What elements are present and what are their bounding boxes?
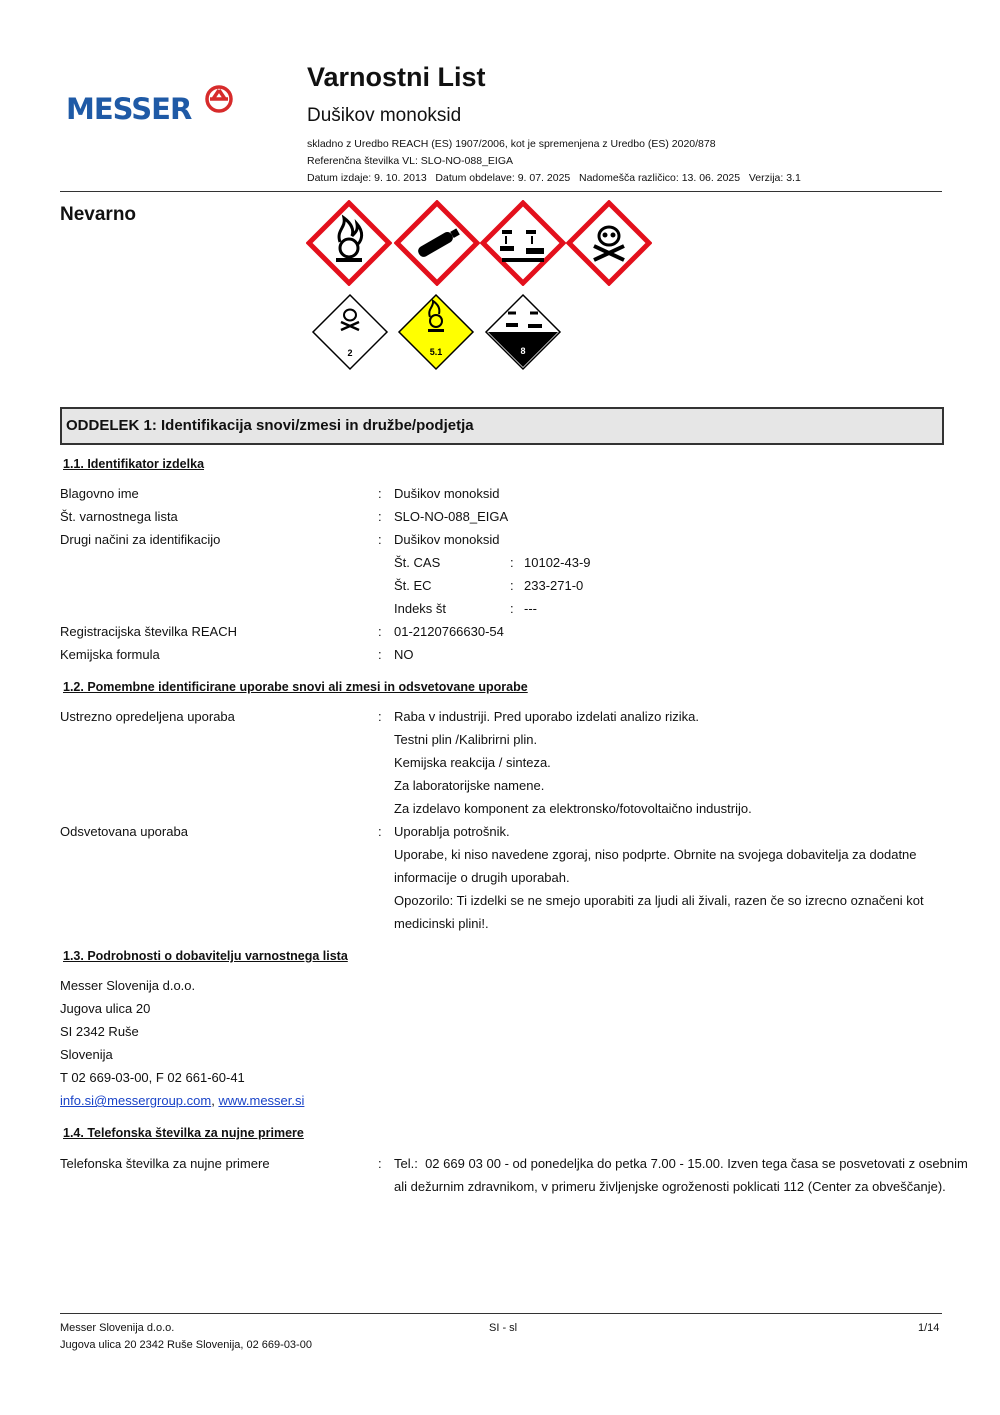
use-line: Za izdelavo komponent za elektronsko/fotovoltaično industrijo. bbox=[394, 801, 752, 816]
date-version-info: Datum izdaje: 9. 10. 2013 Datum obdelave: 9. 07. 2025 Nadomešča različico: 13. 06. 2025 Verzija: 3.1 bbox=[307, 172, 801, 184]
footer-language: SI - sl bbox=[489, 1322, 518, 1334]
footer-address: Jugova ulica 20 2342 Ruše Slovenija, 02 669-03-00 bbox=[60, 1339, 312, 1351]
supplier-contacts bbox=[60, 1093, 304, 1108]
adr-label-class-2 bbox=[311, 293, 389, 371]
field-value: SLO-NO-088_EIGA bbox=[394, 509, 509, 524]
footer-company: Messer Slovenija d.o.o. bbox=[60, 1322, 175, 1334]
emergency-line: ali dežurnim zdravnikom, v primeru življenjske ogroženosti poklicati 112 (Center za obveščanje). bbox=[394, 1179, 946, 1194]
id-value: 10102-43-9 bbox=[524, 555, 591, 570]
field-label: Odsvetovana uporaba bbox=[60, 824, 188, 839]
adr-label-class-8 bbox=[484, 293, 562, 371]
field-label: Registracijska številka REACH bbox=[60, 624, 237, 639]
page-number: 1/14 bbox=[918, 1322, 940, 1334]
messer-logo bbox=[66, 84, 236, 126]
field-label: Št. varnostnega lista bbox=[60, 509, 178, 524]
advised-against-line: medicinski plini!. bbox=[394, 916, 489, 931]
product-name: Dušikov monoksid bbox=[307, 105, 462, 126]
supplier-line: T 02 669-03-00, F 02 661-60-41 bbox=[60, 1070, 245, 1085]
supplier-line: Messer Slovenija d.o.o. bbox=[60, 978, 196, 993]
use-line: Kemijska reakcija / sinteza. bbox=[394, 755, 551, 770]
advised-against-line: Uporablja potrošnik. bbox=[394, 824, 510, 839]
field-label: Blagovno ime bbox=[60, 486, 139, 501]
id-label: Indeks št bbox=[394, 601, 447, 616]
use-line: Raba v industriji. Pred uporabo izdelati analizo rizika. bbox=[394, 709, 699, 724]
corrosion-icon bbox=[480, 200, 566, 286]
field-value: Dušikov monoksid bbox=[394, 532, 500, 547]
signal-word: Nevarno bbox=[60, 204, 137, 225]
field-value: 01-2120766630-54 bbox=[394, 624, 504, 639]
use-line: Testni plin /Kalibrirni plin. bbox=[394, 732, 538, 747]
logo-text: MESSER bbox=[66, 92, 192, 126]
adr-label-class-5-1 bbox=[397, 293, 475, 371]
adr-number-8: 8 bbox=[520, 346, 526, 356]
subsection-1-1-heading: 1.1. Identifikator izdelka bbox=[63, 457, 205, 471]
subsection-1-2-heading: 1.2. Pomembne identificirane uporabe snovi ali zmesi in odsvetovane uporabe bbox=[63, 680, 528, 694]
footer-divider bbox=[60, 1313, 942, 1314]
website-link[interactable]: www.messer.si bbox=[218, 1093, 305, 1108]
gas-cylinder-icon bbox=[394, 200, 480, 286]
field-value: NO bbox=[394, 647, 414, 662]
field-label: Ustrezno opredeljena uporaba bbox=[60, 709, 235, 724]
document-title: Varnostni List bbox=[307, 62, 486, 92]
adr-number-2: 2 bbox=[347, 348, 353, 358]
header-divider bbox=[60, 191, 942, 192]
messer-emblem-icon bbox=[204, 84, 234, 114]
email-link[interactable]: info.si@messergroup.com bbox=[60, 1093, 212, 1108]
supplier-line: Slovenija bbox=[60, 1047, 113, 1062]
skull-crossbones-icon bbox=[566, 200, 652, 286]
id-label: Št. CAS bbox=[394, 555, 441, 570]
section-1-title: ODDELEK 1: Identifikacija snovi/zmesi in družbe/podjetja bbox=[66, 417, 474, 434]
use-line: Za laboratorijske namene. bbox=[394, 778, 545, 793]
flame-over-circle-icon bbox=[306, 200, 392, 286]
subsection-1-4-heading: 1.4. Telefonska številka za nujne primere bbox=[63, 1126, 304, 1140]
id-value: --- bbox=[524, 601, 537, 616]
field-label: Kemijska formula bbox=[60, 647, 160, 662]
id-label: Št. EC bbox=[394, 578, 432, 593]
reference-number: Referenčna številka VL: SLO-NO-088_EIGA bbox=[307, 155, 514, 167]
subsection-1-3-heading: 1.3. Podrobnosti o dobavitelju varnostnega lista bbox=[63, 949, 348, 963]
supplier-line: SI 2342 Ruše bbox=[60, 1024, 139, 1039]
advised-against-line: Uporabe, ki niso navedene zgoraj, niso podprte. Obrnite na svojega dobavitelja za dodatne bbox=[394, 847, 917, 862]
regulation-text: skladno z Uredbo REACH (ES) 1907/2006, kot je spremenjena z Uredbo (ES) 2020/878 bbox=[307, 138, 716, 150]
advised-against-line: Opozorilo: Ti izdelki se ne smejo uporabiti za ljudi ali živali, razen če so izrecno označeni kot bbox=[394, 893, 924, 908]
field-label: Telefonska številka za nujne primere bbox=[60, 1156, 270, 1171]
id-value: 233-271-0 bbox=[524, 578, 584, 593]
field-value: Dušikov monoksid bbox=[394, 486, 500, 501]
emergency-line: Tel.: 02 669 03 00 - od ponedeljka do petka 7.00 - 15.00. Izven tega časa se posvetovati z osebnim bbox=[394, 1156, 968, 1171]
field-label: Drugi načini za identifikacijo bbox=[60, 532, 221, 547]
supplier-line: Jugova ulica 20 bbox=[60, 1001, 151, 1016]
advised-against-line: informacije o drugih uporabah. bbox=[394, 870, 570, 885]
adr-number-5-1: 5.1 bbox=[429, 347, 443, 357]
section-1-header bbox=[60, 407, 944, 445]
contact-separator: , bbox=[211, 1093, 219, 1108]
